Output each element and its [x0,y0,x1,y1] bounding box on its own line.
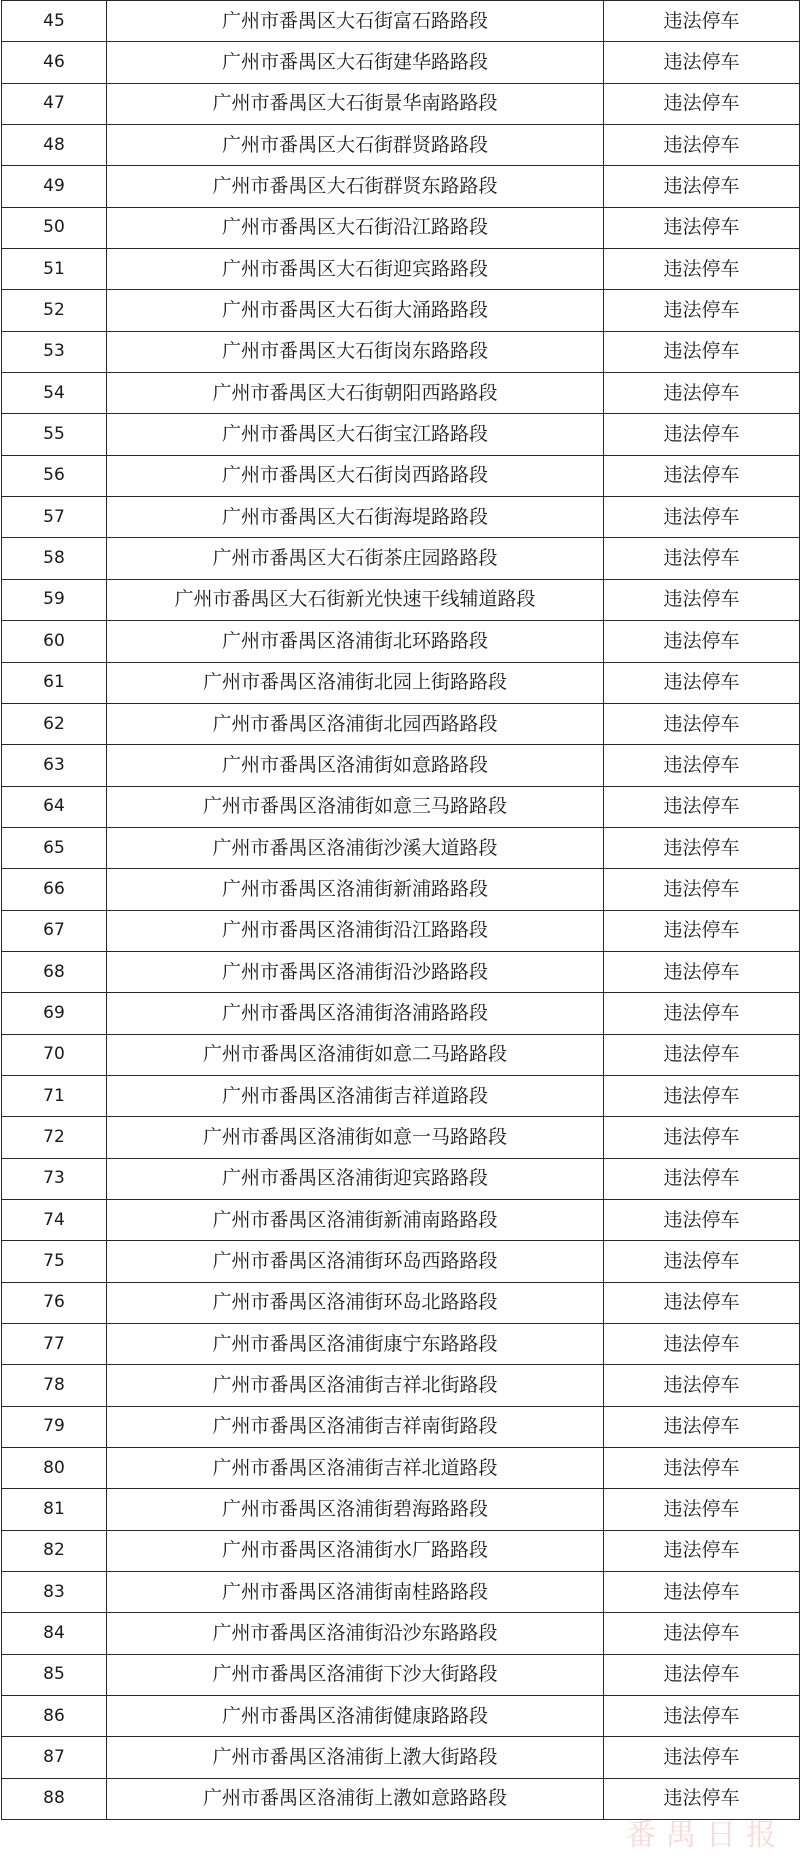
violation-type-cell: 违法停车 [604,579,800,620]
violation-type-cell: 违法停车 [604,1117,800,1158]
violation-type-cell: 违法停车 [604,993,800,1034]
table-row [2,1448,800,1489]
table-row [2,1075,800,1116]
row-number-cell: 77 [2,1324,107,1365]
row-number-cell: 53 [2,331,107,372]
table-row [2,579,800,620]
violation-type-cell: 违法停车 [604,1241,800,1282]
road-section-cell: 广州市番禺区洛浦街如意三马路路段 [107,786,604,827]
table-row [2,951,800,992]
road-section-cell: 广州市番禺区大石街沿江路路段 [107,207,604,248]
table-row [2,745,800,786]
violation-type-cell: 违法停车 [604,331,800,372]
violation-type-cell: 违法停车 [604,1572,800,1613]
road-section-cell: 广州市番禺区洛浦街上漖大街路段 [107,1737,604,1778]
row-number-cell: 76 [2,1282,107,1323]
row-number-cell: 78 [2,1365,107,1406]
violation-type-cell: 违法停车 [604,621,800,662]
row-number-cell: 61 [2,662,107,703]
road-section-cell: 广州市番禺区洛浦街北园上街路路段 [107,662,604,703]
row-number-cell: 47 [2,83,107,124]
row-number-cell: 51 [2,249,107,290]
table-row [2,290,800,331]
row-number-cell: 62 [2,703,107,744]
table-row [2,83,800,124]
row-number-cell: 56 [2,455,107,496]
table-row [2,1654,800,1695]
road-section-cell: 广州市番禺区大石街宝江路路段 [107,414,604,455]
watermark-logo: 番禺日报 [626,1818,786,1853]
row-number-cell: 74 [2,1199,107,1240]
violation-type-cell: 违法停车 [604,1324,800,1365]
violation-type-cell: 违法停车 [604,1696,800,1737]
violation-type-cell: 违法停车 [604,1199,800,1240]
table-row [2,1324,800,1365]
row-number-cell: 85 [2,1654,107,1695]
violation-type-cell: 违法停车 [604,125,800,166]
row-number-cell: 75 [2,1241,107,1282]
table-row [2,166,800,207]
road-section-cell: 广州市番禺区大石街岗西路路段 [107,455,604,496]
table-row [2,455,800,496]
violation-type-cell: 违法停车 [604,497,800,538]
row-number-cell: 67 [2,910,107,951]
row-number-cell: 83 [2,1572,107,1613]
road-section-cell: 广州市番禺区大石街迎宾路路段 [107,249,604,290]
road-section-cell: 广州市番禺区大石街朝阳西路路段 [107,373,604,414]
road-section-cell: 广州市番禺区洛浦街迎宾路路段 [107,1158,604,1199]
road-section-cell: 广州市番禺区洛浦街吉祥北街路段 [107,1365,604,1406]
road-section-cell: 广州市番禺区洛浦街洛浦路路段 [107,993,604,1034]
row-number-cell: 87 [2,1737,107,1778]
road-section-cell: 广州市番禺区大石街群贤路路段 [107,125,604,166]
row-number-cell: 73 [2,1158,107,1199]
table-row [2,662,800,703]
violation-type-cell: 违法停车 [604,1530,800,1571]
row-number-cell: 86 [2,1696,107,1737]
row-number-cell: 45 [2,1,107,42]
violation-type-cell: 违法停车 [604,1778,800,1819]
table-row [2,1158,800,1199]
row-number-cell: 80 [2,1448,107,1489]
table-row [2,331,800,372]
road-section-cell: 广州市番禺区洛浦街新浦南路路段 [107,1199,604,1240]
row-number-cell: 68 [2,951,107,992]
table-row [2,42,800,83]
violation-type-cell: 违法停车 [604,910,800,951]
road-section-cell: 广州市番禺区洛浦街环岛西路路段 [107,1241,604,1282]
violation-type-cell: 违法停车 [604,662,800,703]
row-number-cell: 66 [2,869,107,910]
violation-type-cell: 违法停车 [604,1075,800,1116]
table-row [2,1199,800,1240]
road-section-cell: 广州市番禺区洛浦街北环路路段 [107,621,604,662]
violation-type-cell: 违法停车 [604,1448,800,1489]
road-section-cell: 广州市番禺区大石街富石路路段 [107,1,604,42]
table-row [2,1572,800,1613]
road-violation-table-container [1,0,798,1820]
row-number-cell: 70 [2,1034,107,1075]
table-row [2,993,800,1034]
road-section-cell: 广州市番禺区洛浦街吉祥北道路段 [107,1448,604,1489]
road-section-cell: 广州市番禺区洛浦街环岛北路路段 [107,1282,604,1323]
violation-type-cell: 违法停车 [604,414,800,455]
violation-type-cell: 违法停车 [604,1365,800,1406]
table-row [2,827,800,868]
road-section-cell: 广州市番禺区洛浦街南桂路路段 [107,1572,604,1613]
row-number-cell: 50 [2,207,107,248]
violation-type-cell: 违法停车 [604,1282,800,1323]
violation-type-cell: 违法停车 [604,207,800,248]
table-row [2,1778,800,1819]
violation-type-cell: 违法停车 [604,1489,800,1530]
violation-type-cell: 违法停车 [604,1613,800,1654]
row-number-cell: 82 [2,1530,107,1571]
road-section-cell: 广州市番禺区洛浦街沿江路路段 [107,910,604,951]
violation-type-cell: 违法停车 [604,166,800,207]
row-number-cell: 49 [2,166,107,207]
violation-type-cell: 违法停车 [604,786,800,827]
table-row [2,786,800,827]
row-number-cell: 88 [2,1778,107,1819]
violation-type-cell: 违法停车 [604,869,800,910]
violation-type-cell: 违法停车 [604,1158,800,1199]
table-row [2,1530,800,1571]
table-row [2,1737,800,1778]
road-section-cell: 广州市番禺区大石街海堤路路段 [107,497,604,538]
violation-type-cell: 违法停车 [604,827,800,868]
table-row [2,1365,800,1406]
violation-type-cell: 违法停车 [604,373,800,414]
row-number-cell: 59 [2,579,107,620]
road-section-cell: 广州市番禺区大石街岗东路路段 [107,331,604,372]
road-section-cell: 广州市番禺区大石街新光快速干线辅道路段 [107,579,604,620]
table-row [2,910,800,951]
row-number-cell: 72 [2,1117,107,1158]
table-row [2,1696,800,1737]
row-number-cell: 58 [2,538,107,579]
road-section-cell: 广州市番禺区洛浦街新浦路路段 [107,869,604,910]
row-number-cell: 52 [2,290,107,331]
road-section-cell: 广州市番禺区大石街大涌路路段 [107,290,604,331]
row-number-cell: 55 [2,414,107,455]
road-section-cell: 广州市番禺区洛浦街沿沙东路路段 [107,1613,604,1654]
road-section-cell: 广州市番禺区洛浦街碧海路路段 [107,1489,604,1530]
row-number-cell: 60 [2,621,107,662]
road-section-cell: 广州市番禺区洛浦街水厂路路段 [107,1530,604,1571]
table-row [2,1034,800,1075]
violation-type-cell: 违法停车 [604,1654,800,1695]
row-number-cell: 79 [2,1406,107,1447]
road-section-cell: 广州市番禺区洛浦街北园西路路段 [107,703,604,744]
violation-type-cell: 违法停车 [604,1406,800,1447]
road-section-cell: 广州市番禺区洛浦街沙溪大道路段 [107,827,604,868]
road-section-cell: 广州市番禺区大石街茶庄园路路段 [107,538,604,579]
road-section-cell: 广州市番禺区大石街景华南路路段 [107,83,604,124]
row-number-cell: 65 [2,827,107,868]
violation-type-cell: 违法停车 [604,455,800,496]
table-row [2,538,800,579]
row-number-cell: 81 [2,1489,107,1530]
road-section-cell: 广州市番禺区洛浦街如意一马路路段 [107,1117,604,1158]
road-section-cell: 广州市番禺区洛浦街下沙大街路段 [107,1654,604,1695]
table-row [2,125,800,166]
road-section-cell: 广州市番禺区大石街群贤东路路段 [107,166,604,207]
violation-type-cell: 违法停车 [604,1,800,42]
table-row [2,1282,800,1323]
table-row [2,1406,800,1447]
road-section-cell: 广州市番禺区洛浦街健康路路段 [107,1696,604,1737]
violation-type-cell: 违法停车 [604,538,800,579]
row-number-cell: 69 [2,993,107,1034]
violation-type-cell: 违法停车 [604,745,800,786]
road-section-cell: 广州市番禺区洛浦街吉祥南街路段 [107,1406,604,1447]
table-row [2,621,800,662]
road-section-cell: 广州市番禺区洛浦街沿沙路路段 [107,951,604,992]
row-number-cell: 63 [2,745,107,786]
violation-type-cell: 违法停车 [604,703,800,744]
row-number-cell: 54 [2,373,107,414]
table-row [2,1613,800,1654]
violation-type-cell: 违法停车 [604,290,800,331]
road-section-cell: 广州市番禺区洛浦街如意二马路路段 [107,1034,604,1075]
road-section-cell: 广州市番禺区洛浦街如意路路段 [107,745,604,786]
table-row [2,373,800,414]
row-number-cell: 71 [2,1075,107,1116]
table-row [2,1,800,42]
violation-type-cell: 违法停车 [604,249,800,290]
table-row [2,869,800,910]
violation-type-cell: 违法停车 [604,1737,800,1778]
road-section-cell: 广州市番禺区洛浦街康宁东路路段 [107,1324,604,1365]
table-row [2,414,800,455]
row-number-cell: 57 [2,497,107,538]
row-number-cell: 46 [2,42,107,83]
row-number-cell: 48 [2,125,107,166]
violation-type-cell: 违法停车 [604,83,800,124]
road-violation-table [1,0,800,1820]
violation-type-cell: 违法停车 [604,951,800,992]
table-row [2,249,800,290]
table-row [2,1241,800,1282]
row-number-cell: 84 [2,1613,107,1654]
road-section-cell: 广州市番禺区大石街建华路路段 [107,42,604,83]
violation-type-cell: 违法停车 [604,42,800,83]
road-section-cell: 广州市番禺区洛浦街上漖如意路路段 [107,1778,604,1819]
violation-type-cell: 违法停车 [604,1034,800,1075]
road-section-cell: 广州市番禺区洛浦街吉祥道路段 [107,1075,604,1116]
row-number-cell: 64 [2,786,107,827]
table-row [2,497,800,538]
table-row [2,703,800,744]
table-row [2,1489,800,1530]
table-row [2,207,800,248]
table-row [2,1117,800,1158]
table-body [2,1,800,1820]
